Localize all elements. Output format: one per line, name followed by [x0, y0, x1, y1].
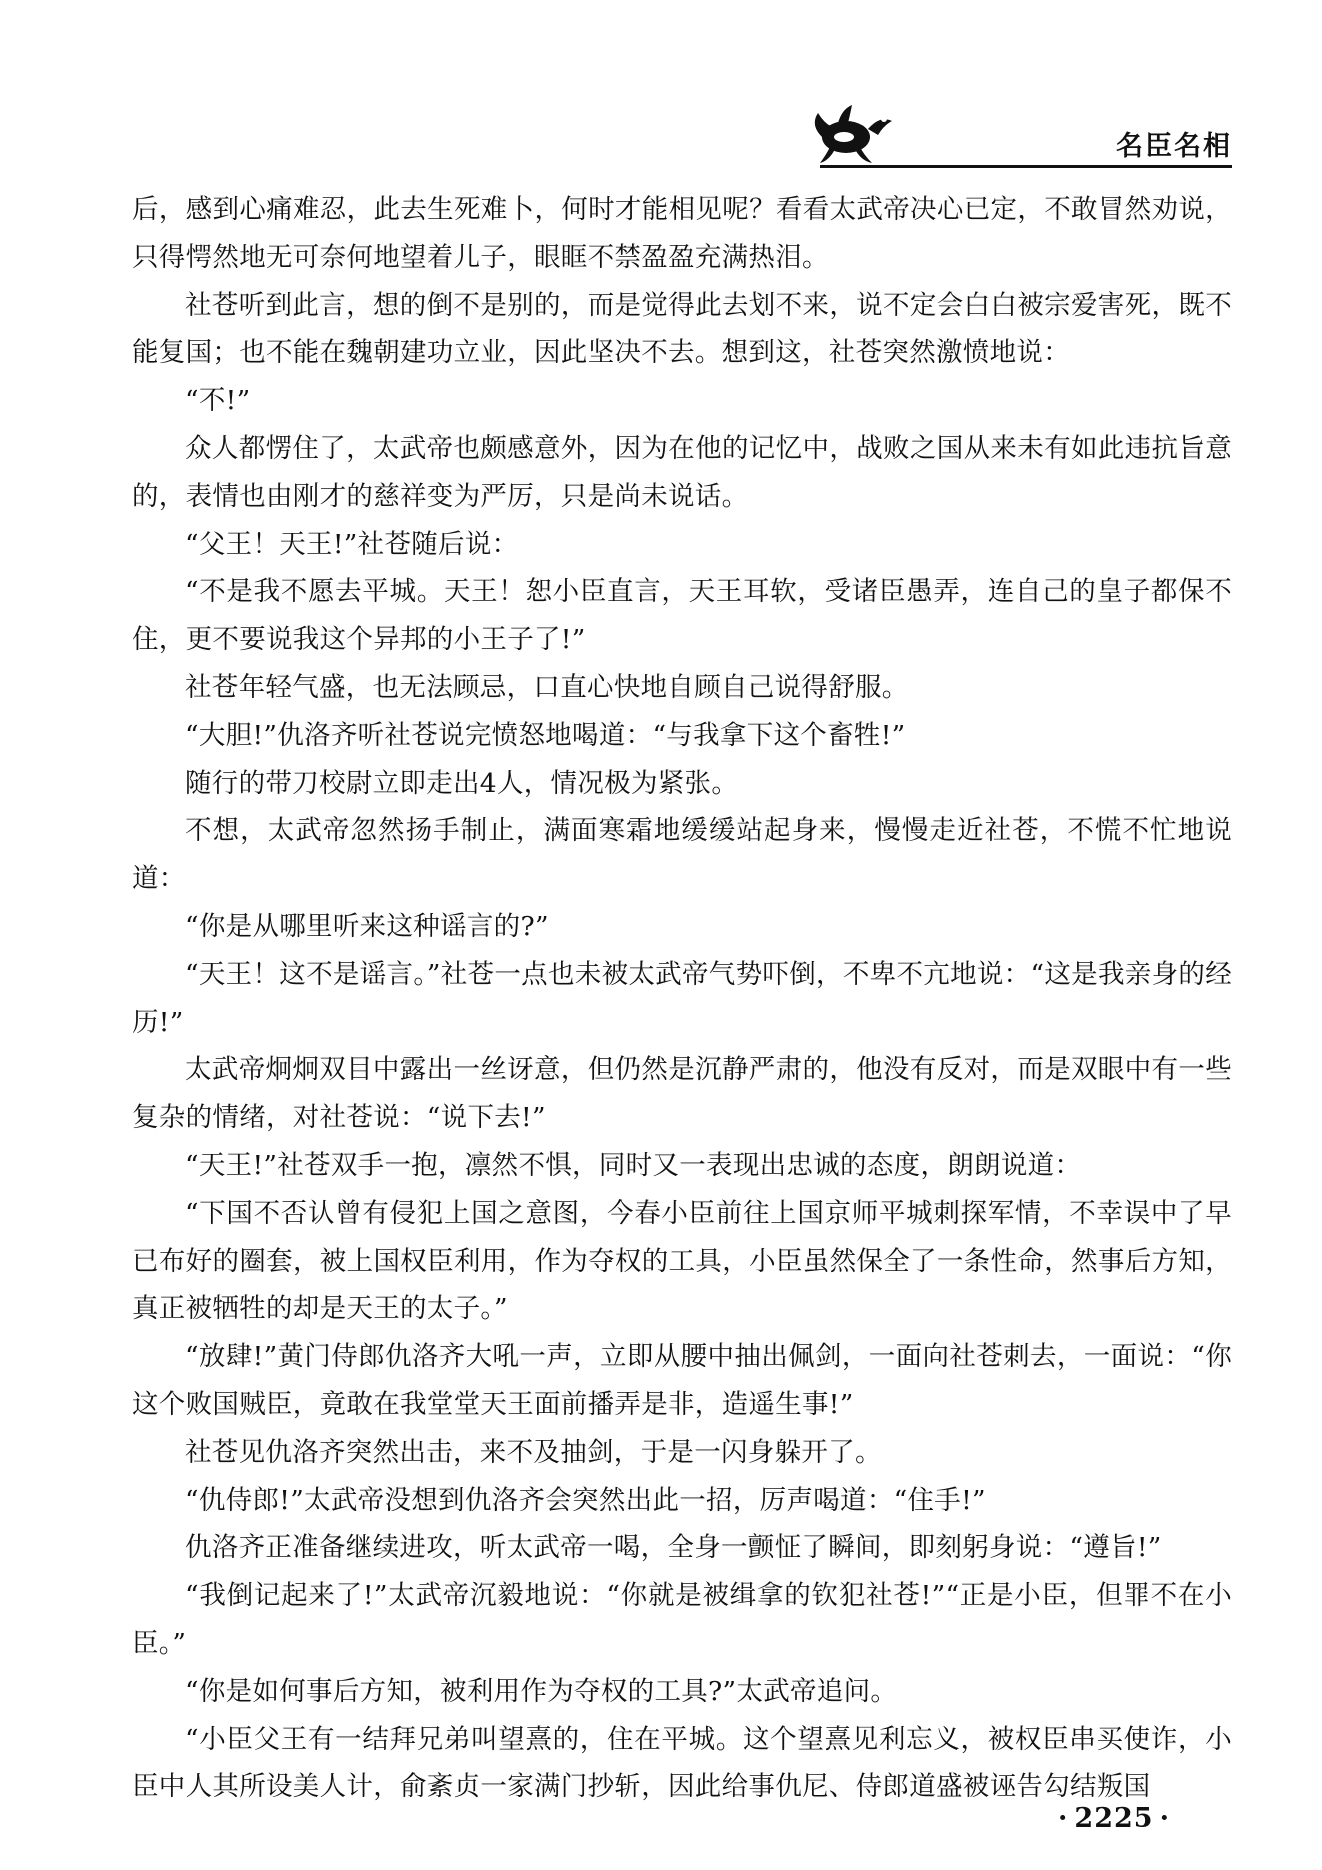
paragraph: “大胆!”仇洛齐听社苍说完愤怒地喝道：“与我拿下这个畜牲!” [185, 719, 906, 751]
paragraph: 随行的带刀校尉立即走出4人，情况极为紧张。 [185, 767, 739, 799]
section-title: 名臣名相 [1116, 131, 1232, 162]
paragraph: “天王！这不是谣言。”社苍一点也未被太武帝气势吓倒，不卑不亢地说：“这是我亲身的经历!” [132, 958, 1232, 1038]
paragraph: 众人都愣住了，太武帝也颇感意外，因为在他的记忆中，战败之国从来未有如此违抗旨意的，表情也由刚才的慈祥变为严厉，只是尚未说话。 [132, 432, 1232, 512]
paragraph: “不是我不愿去平城。天王！恕小臣直言，天王耳软，受诸臣愚弄，连自己的皇子都保不住，更不要说我这个异邦的小王子了!” [132, 576, 1232, 656]
paragraph: 太武帝炯炯双目中露出一丝讶意，但仍然是沉静严肃的，他没有反对，而是双眼中有一些复杂的情绪，对社苍说：“说下去!” [132, 1054, 1232, 1134]
header-divider [820, 165, 1232, 168]
paragraph: “不!” [185, 385, 251, 417]
paragraph: 后，感到心痛难忍，此去生死难卜，何时才能相见呢？看看太武帝决心已定，不敢冒然劝说，只得愕然地无可奈何地望着儿子，眼眶不禁盈盈充满热泪。 [132, 194, 1232, 273]
page-header [0, 0, 1322, 175]
paragraph: 社苍听到此言，想的倒不是别的，而是觉得此去划不来，说不定会白白被宗爱害死，既不能复国；也不能在魏朝建功立业，因此坚决不去。想到这，社苍突然激愤地说： [132, 289, 1232, 369]
paragraph: “父王！天王!”社苍随后说： [185, 528, 519, 560]
paragraph: “你是从哪里听来这种谣言的?” [185, 910, 549, 942]
paragraph: “下国不否认曾有侵犯上国之意图，今春小臣前往上国京师平城刺探军情，不幸误中了早已布好的圈套，被上国权臣利用，作为夺权的工具，小臣虽然保全了一条性命，然事后方知，真正被牺牲的却是天王的太子。” [132, 1197, 1232, 1325]
paragraph: “你是如何事后方知，被利用作为夺权的工具?”太武帝追问。 [185, 1675, 898, 1707]
paragraph: “放肆!”黄门侍郎仇洛齐大吼一声，立即从腰中抽出佩剑，一面向社苍刺去，一面说：“你这个败国贼臣，竟敢在我堂堂天王面前播弄是非，造遥生事!” [132, 1341, 1232, 1420]
dragon-emblem-icon [808, 95, 896, 167]
page-number-value: 2225 [1074, 1803, 1154, 1834]
paragraph: 社苍年轻气盛，也无法顾忌，口直心快地自顾自己说得舒服。 [185, 671, 909, 703]
paragraph: 社苍见仇洛齐突然出击，来不及抽剑，于是一闪身躲开了。 [185, 1436, 882, 1468]
paragraph: “我倒记起来了!”太武帝沉毅地说：“你就是被缉拿的钦犯社苍!”“正是小臣，但罪不在小臣。” [132, 1580, 1232, 1659]
paragraph: 不想，太武帝忽然扬手制止，满面寒霜地缓缓站起身来，慢慢走近社苍，不慌不忙地说道： [132, 815, 1232, 895]
body-text [132, 186, 1232, 1811]
paragraph: “仇侍郎!”太武帝没想到仇洛齐会突然出此一招，厉声喝道：“住手!” [185, 1484, 986, 1516]
page-number-dot-left: · [1058, 1803, 1069, 1834]
paragraph: 仇洛齐正准备继续进攻，听太武帝一喝，全身一颤怔了瞬间，即刻躬身说：“遵旨!” [185, 1532, 1162, 1564]
page-number-dot-right: · [1159, 1803, 1170, 1834]
page-number [1052, 1803, 1176, 1834]
paragraph: “小臣父王有一结拜兄弟叫望熹的，住在平城。这个望熹见利忘义，被权臣串买使诈，小臣中人其所设美人计，俞紊贞一家满门抄斩，因此给事仇尼、侍郎道盛被诬告勾结叛国 [132, 1723, 1232, 1803]
paragraph: “天王!”社苍双手一抱，凛然不惧，同时又一表现出忠诚的态度，朗朗说道： [185, 1149, 1082, 1181]
